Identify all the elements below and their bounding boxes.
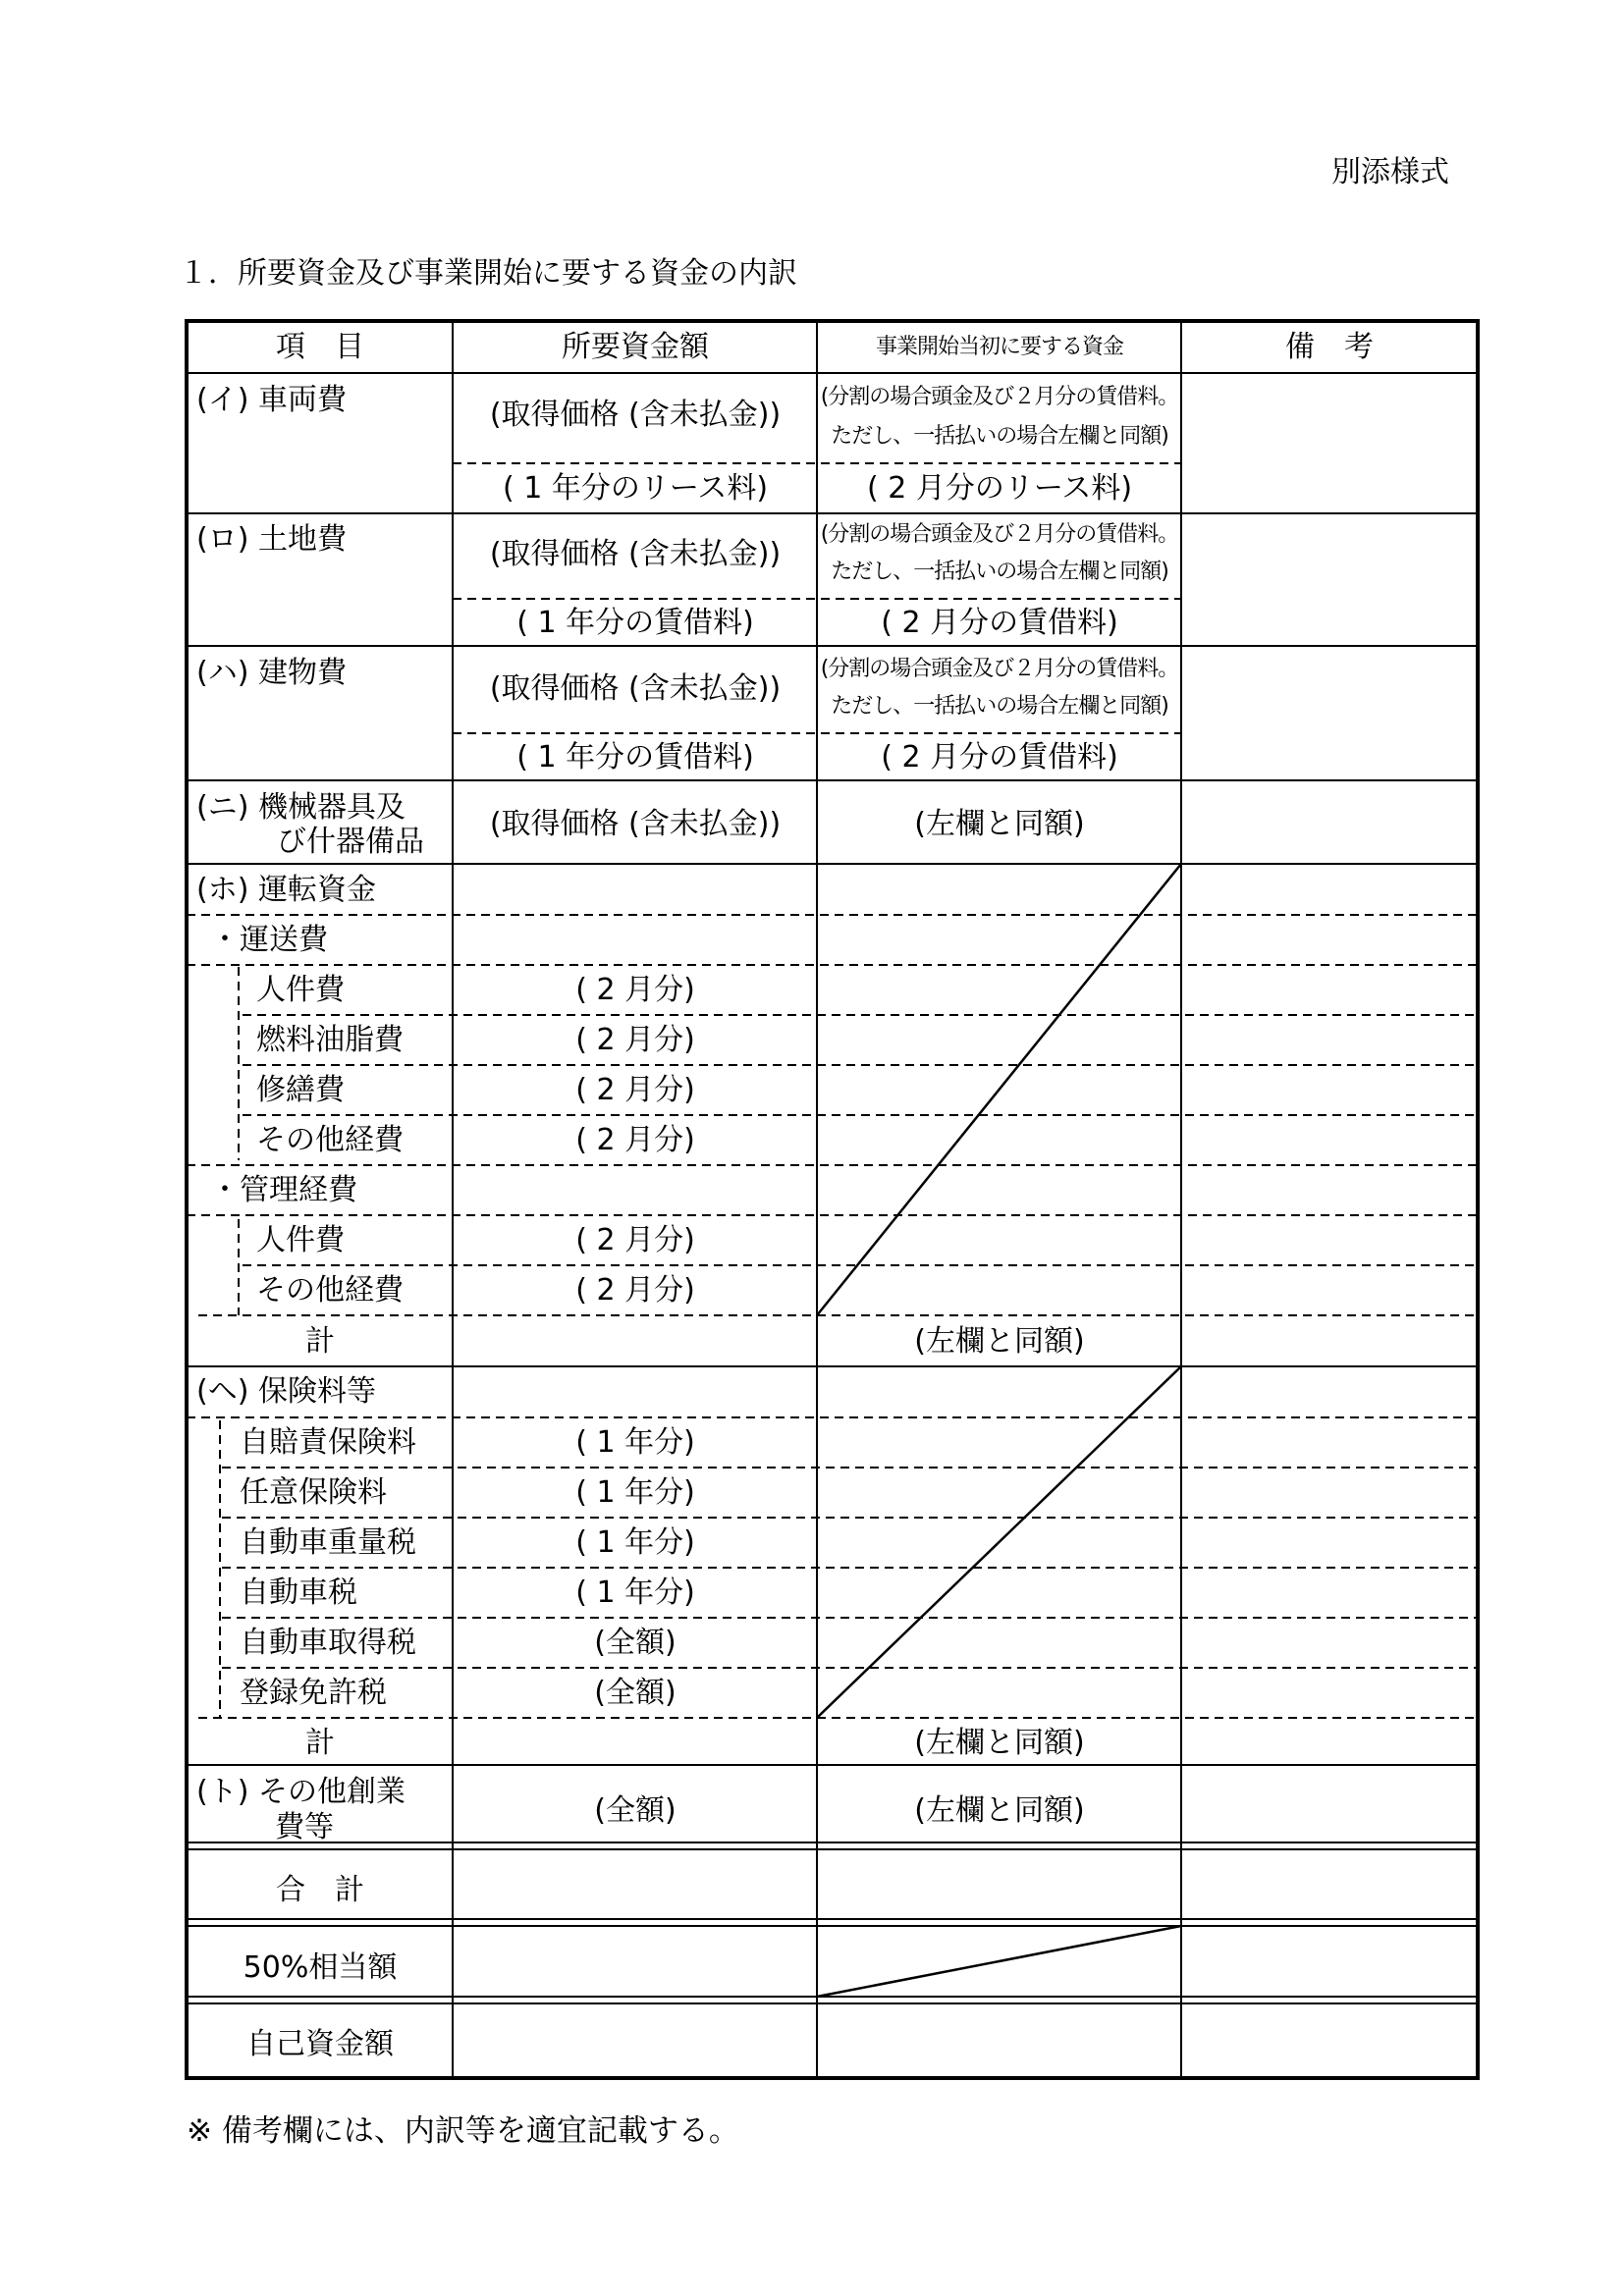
building-startup-note-1: (分割の場合頭金及び２月分の賃借料。 (820, 657, 1179, 681)
transport-item-period: ( 2 月分) (575, 973, 695, 1007)
land-startup-bottom: ( 2 月分の賃借料) (881, 606, 1118, 640)
land-label: (ロ) 土地費 (196, 522, 347, 557)
working-capital-total-startup: (左欄と同額) (914, 1324, 1085, 1359)
insurance-item: 登録免許税 (240, 1676, 387, 1710)
transport-item-period: ( 2 月分) (575, 1023, 695, 1057)
machinery-startup: (左欄と同額) (914, 807, 1085, 841)
diagonal-strike (817, 864, 1181, 1315)
insurance-total-label: 計 (305, 1726, 335, 1760)
own-funds-label: 自己資金額 (246, 2027, 394, 2061)
admin-item: 人件費 (256, 1223, 345, 1257)
vehicle-required-bottom: ( 1 年分のリース料) (502, 471, 769, 506)
vehicle-startup-note-2: ただし、一括払いの場合左欄と同額) (831, 424, 1168, 449)
col-header-remarks: 備 考 (1285, 330, 1374, 364)
insurance-item: 自動車取得税 (240, 1626, 416, 1660)
transport-item: 修繕費 (256, 1073, 345, 1107)
table-outer-border (187, 321, 1478, 2078)
grand-total-label: 合 計 (276, 1873, 364, 1907)
transport-item-period: ( 2 月分) (575, 1073, 695, 1107)
footnote: ※ 備考欄には、内訳等を適宜記載する。 (187, 2113, 739, 2149)
fifty-percent-label: 50%相当額 (243, 1950, 398, 1985)
land-required-bottom: ( 1 年分の賃借料) (516, 606, 754, 640)
other-startup: (左欄と同額) (914, 1793, 1085, 1828)
other-label-line2: 費等 (275, 1810, 334, 1844)
insurance-item: 任意保険料 (240, 1475, 387, 1510)
land-startup-note-2: ただし、一括払いの場合左欄と同額) (831, 560, 1168, 584)
working-capital-label: (ホ) 運転資金 (196, 873, 376, 907)
admin-label: ・管理経費 (210, 1173, 357, 1207)
machinery-label-line1: (ニ) 機械器具及 (196, 790, 406, 825)
admin-item-period: ( 2 月分) (575, 1273, 695, 1308)
insurance-total-startup: (左欄と同額) (914, 1726, 1085, 1760)
insurance-item: 自動車税 (240, 1575, 357, 1610)
col-header-required: 所要資金額 (562, 330, 709, 364)
transport-item: 人件費 (256, 973, 345, 1007)
transport-item: その他経費 (256, 1123, 404, 1157)
insurance-item-period: ( 1 年分) (575, 1425, 695, 1460)
machinery-label-line2: び什器備品 (277, 825, 424, 859)
insurance-item-period: ( 1 年分) (575, 1475, 695, 1510)
working-capital-total-label: 計 (305, 1324, 335, 1359)
other-required: (全額) (594, 1793, 677, 1828)
transport-label: ・運送費 (210, 923, 328, 957)
col-header-startup: 事業開始当初に要する資金 (875, 335, 1124, 359)
vehicle-startup-note-1: (分割の場合頭金及び２月分の賃借料。 (820, 385, 1179, 409)
insurance-item-period: (全額) (594, 1626, 677, 1660)
vehicle-startup-bottom: ( 2 月分のリース料) (866, 471, 1133, 506)
admin-item: その他経費 (256, 1273, 404, 1308)
page-title: １．所要資金及び事業開始に要する資金の内訳 (179, 256, 797, 291)
insurance-label: (ヘ) 保険料等 (196, 1374, 376, 1409)
vehicle-required-top: (取得価格 (含未払金)) (489, 398, 782, 432)
col-header-item: 項 目 (276, 330, 364, 364)
diagonal-strike (817, 1926, 1181, 1997)
insurance-item: 自動車重量税 (240, 1525, 416, 1560)
land-startup-note-1: (分割の場合頭金及び２月分の賃借料。 (820, 522, 1179, 547)
machinery-required: (取得価格 (含未払金)) (489, 807, 782, 841)
insurance-item-period: (全額) (594, 1676, 677, 1710)
form-label: 別添様式 (1331, 155, 1449, 189)
building-required-top: (取得価格 (含未払金)) (489, 671, 782, 706)
building-required-bottom: ( 1 年分の賃借料) (516, 740, 754, 774)
transport-item-period: ( 2 月分) (575, 1123, 695, 1157)
transport-item: 燃料油脂費 (256, 1023, 404, 1057)
insurance-item: 自賠責保険料 (240, 1425, 416, 1460)
insurance-item-period: ( 1 年分) (575, 1575, 695, 1610)
land-required-top: (取得価格 (含未払金)) (489, 537, 782, 571)
admin-item-period: ( 2 月分) (575, 1223, 695, 1257)
building-startup-note-2: ただし、一括払いの場合左欄と同額) (831, 694, 1168, 719)
diagonal-strike (817, 1366, 1181, 1718)
vehicle-label: (イ) 車両費 (196, 383, 347, 417)
other-label-line1: (ト) その他創業 (196, 1775, 406, 1809)
building-label: (ハ) 建物費 (196, 656, 347, 690)
building-startup-bottom: ( 2 月分の賃借料) (881, 740, 1118, 774)
insurance-item-period: ( 1 年分) (575, 1525, 695, 1560)
